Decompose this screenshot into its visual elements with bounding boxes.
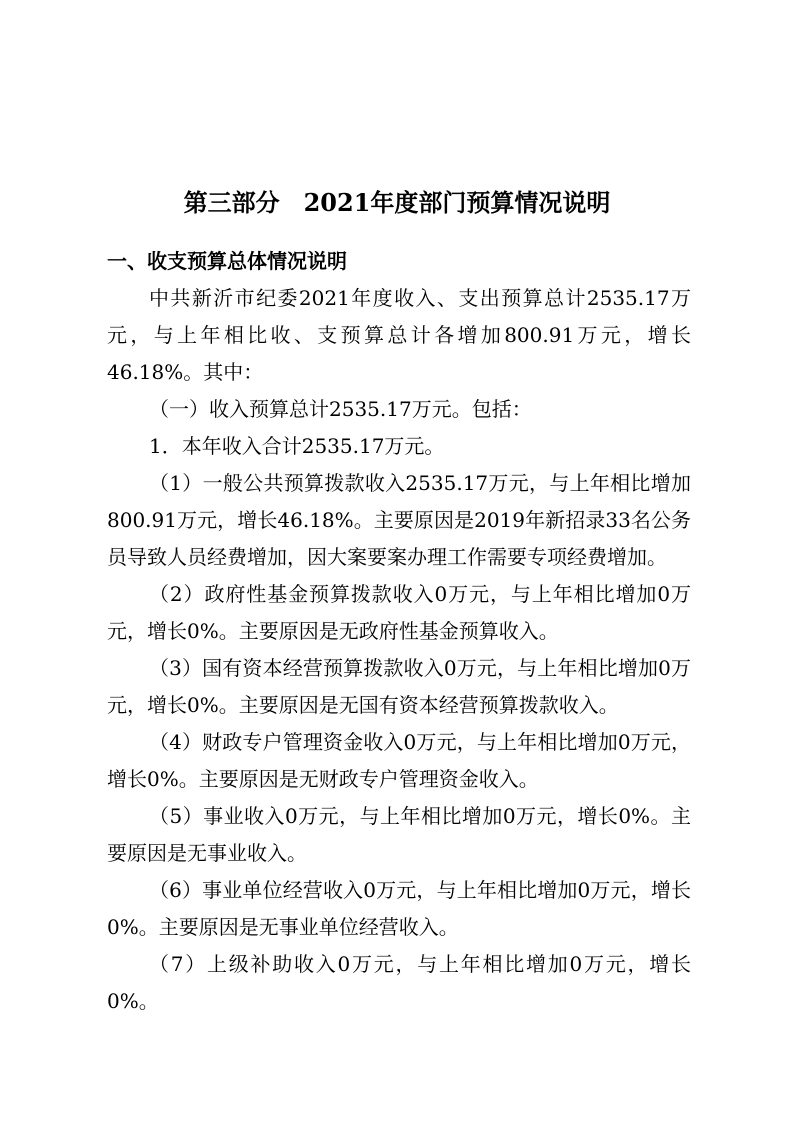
paragraph-business-income: （5）事业收入0万元，与上年相比增加0万元，增长0%。主要原因是无事业收入。 xyxy=(107,804,691,865)
paragraph-summary: 中共新沂市纪委2021年度收入、支出预算总计2535.17万元，与上年相比收、支预算总计各增加800.91万元，增长46.18%。其中： xyxy=(107,286,691,384)
paragraph-operating-income: （6）事业单位经营收入0万元，与上年相比增加0万元，增长0%。主要原因是无事业单位经营收入。 xyxy=(107,878,691,939)
paragraph-special-account: （4）财政专户管理资金收入0万元，与上年相比增加0万元，增长0%。主要原因是无财政专户管理资金收入。 xyxy=(107,730,691,791)
page-title: 第三部分 2021年度部门预算情况说明 xyxy=(183,188,611,217)
paragraph-state-capital: （3）国有资本经营预算拨款收入0万元，与上年相比增加0万元，增长0%。主要原因是无国有资本经营预算拨款收入。 xyxy=(107,656,691,717)
section-heading: 一、收支预算总体情况说明 xyxy=(107,249,347,273)
paragraph-fund-budget: （2）政府性基金预算拨款收入0万元，与上年相比增加0万元，增长0%。主要原因是无政府性基金预算收入。 xyxy=(107,582,691,643)
paragraph-income-total: （一）收入预算总计2535.17万元。包括： xyxy=(149,397,532,421)
paragraph-general-budget: （1）一般公共预算拨款收入2535.17万元，与上年相比增加800.91万元，增长46.18%。主要原因是2019年新招录33名公务员导致人员经费增加，因大案要案办理工作需要专项经费增加。 xyxy=(107,471,691,569)
paragraph-year-income: 1．本年收入合计2535.17万元。 xyxy=(149,434,445,458)
paragraph-superior-subsidy: （7）上级补助收入0万元，与上年相比增加0万元，增长0%。 xyxy=(107,952,691,1013)
